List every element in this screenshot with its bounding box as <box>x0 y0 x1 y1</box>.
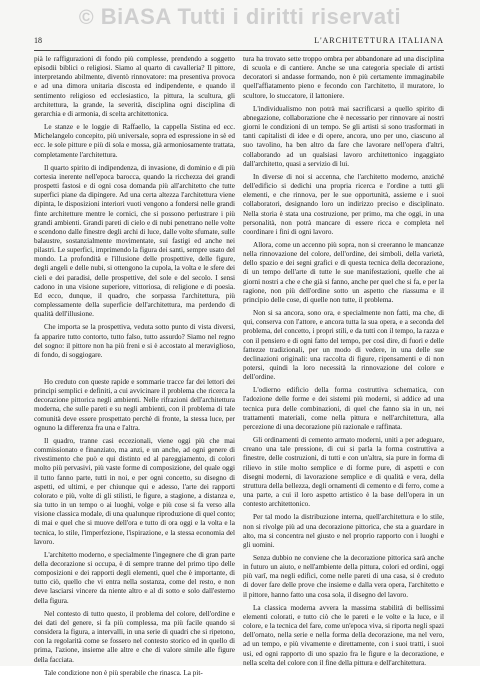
journal-title: L'ARCHITETTURA ITALIANA <box>314 36 444 45</box>
paragraph: L'odierno edificio della forma costruttiva schematica, con l'adozione delle forme e dei sistemi più moderni, si addice ad una tecnica pura delle combinazioni, di quel che fanno sia in un, nei trattamenti materiali, come nella pittura e nell'architettura, alla percezione di una decorazione più razionale e raffinata. <box>243 386 444 431</box>
running-header <box>34 36 444 50</box>
paragraph: L'individualismo non potrà mai sacrificarsi a quello spirito di abnegazione, collaborazione che è necessario per rinnovare ai nostri giorni le condizioni di un tempo. Se gli artisti si sono trasformati in tanti capitalisti di idee e di opere, ancora, uno per uno, ciascuno al suo tavolino, ha ben altro da fare che lavorare nell'opera d'altri, collaborando ad un qualsiasi lavoro architettonico ingaggiato dall'architetto, quasi a servizio di lui. <box>243 104 444 168</box>
paragraph: Il quarto spirito di indipendenza, di invasione, di dominio e di più cortesia inerente nell'epoca barocca, quando la ricchezza dei grandi prospetti fastosi e di ogni cosa domanda più all'architetto che tutte superfici piane da dipingere. Ad una certa altezza l'architettura viene dipinta, le disposizioni interiori vuoti vengono a fondersi nelle grandi finte architetture mentre le cornici, che si possono perlustrare i più grandi ambienti. Grandi pareti di cielo e di nubi penetrano nelle volte e scendono dalle finestre degli archi di luce, dalle volte sfumate, sulle balaustre, sostanzialmente movimentate, sui fastigi ed anche nei pilastri. Le superfici, imprimendo la figura dei santi, sempre usato del mondo. La profondità e l'illusione delle prospettive, delle figure, degli angeli e delle nubi, si ottengono la cupola, la volta e le sfere dei cieli e dei paradisi, delle prospettive, del sole e del secolo. I sensi cadono in una visione superiore, vittoriosa, di religione e di poesia. Ed ecco, dunque, il quadro, che sorpassa l'architettura, più complessamente della superficie dell'architettura, ma perdendo di qualità dell'illusione. <box>34 163 235 319</box>
paragraph: Tale condizione non è più sperabile che rinasca. La pit- <box>44 668 203 677</box>
paragraph: L'architetto moderno, e specialmente l'ingegnere che di gran parte della decorazione si occupa, è di sempre tranne del primo tipo delle composizioni e dei rapporti degli elementi, quel che è importante, di tutto ciò, quello che vi entra nella sostanza, come del resto, e non deve lasciarsi vincere da niente altro e al di sotto e solo dall'esterno della figura. <box>34 550 235 605</box>
paragraph: Ho creduto con queste rapide e sommarie tracce far dei lettori dei principi semplici e definiti, a cui avvicinare il problema che ricerca la decorazione pittorica negli ambienti. Nelle rifrazioni dell'architettura moderna, che sulle pareti e su negli ambienti, con il problema di tale comunità deve essere prospettato perchè di fronte, la stessa luce, per ognuno la differenza fra una e l'altra. <box>34 378 235 432</box>
text-columns <box>34 55 444 677</box>
watermark <box>0 4 480 30</box>
paragraph: Gli ordinamenti di cemento armato moderni, uniti a per adeguare, creano una tale pressione, di cui si parla la forma costruttiva a finestre, delle costruzioni, di tutti e con un'altra, sia pure in forma di rilievo in stile molto semplice e di forme pure, di aspetti e con disegni moderni, di lavorazione semplice e di qualità e vera, della struttura della bellezza, degli ornamenti di cemento e di ferro, come a una parte, a cui il loro aspetto artistico è la base dell'opera in un contesto architettonico. <box>243 436 444 509</box>
paragraph: Le stanze e le loggie di Raffaello, la cappella Sistina ed ecc. Michelangelo concepito, più universale, sopra ed espressione in sè ed ecc. le sole pitture e più di sola e mossa, già armoniosamente trattata, completamente l'architettura. <box>34 123 235 159</box>
paragraph: Allora, come un accenno più sopra, non si creeranno le mancanze nella rinnovazione del colore, dell'ordine, dei simboli, della varietà, dello spazio e dei segni grafici e di questa tecnica della decorazione, di un tempo dell'arte di tutte le sue manifestazioni, quelle che ai giorni nostri a che e che già si fanno, anche per quel che si fa, e per la ragione, non più dell'ordine sotto un aspetto che riassuma e il principio delle cose, di quelle non tutte, il problema. <box>243 240 444 304</box>
copyright-symbol: © <box>78 7 95 29</box>
watermark-text: BiASA Tutti i diritti riservati <box>100 4 402 29</box>
page-number: 18 <box>34 36 42 45</box>
paragraph: Per tal modo la distribuzione interna, quell'architettura e lo stile, non si rivolge più ad una decorazione pittorica, che sta a guardare in alto, ma si concentra nel giusto e nel proprio rapporto con i luoghi e gli uomini. <box>243 513 444 549</box>
paragraph: tura ha trovato sette troppo ombra per abbandonare ad una disciplina di scuola e di cantiere. Anche se una categoria speciale di artisti decoratori si andasse formando, non è più certamente immaginabile quell'affiatamento pieno e fecondo con l'architetto, il muratore, lo scultore, lo stuccatore, il lattoniere. <box>243 55 444 100</box>
header-rule <box>34 50 444 51</box>
section-break <box>34 364 235 378</box>
paragraph: Nel contesto di tutto questo, il problema del colore, dell'ordine e dei dati del genere, si fa più complessa, ma più facile quando si considera la figura, a intervalli, in una serie di quadri che si ripetono, con la regolarità come se fossero nel contesto storico ed in quello di prima, l'azione, insieme alle altre e che di valore simile alle figure della facciata. <box>34 609 235 664</box>
paragraph: pià le raffigurazioni di fondo più complesse, prendendo a soggetto episodii biblici o religiosi. Siamo al quarto di cavalleria? Il pittore, interpretando abilmente, diventò rinnovatore: ma presentiva provoca e ad una dimora unitaria discosta ed indipendente, e quando il sentimento religioso ed ecclesiastico, la pittura, la scultura, gli architettura, la grande, la severità, disciplina ogni disciplina di gerarchia e di armonia, di scelta architettonica. <box>34 55 235 118</box>
paragraph: La classica moderna avvera la massima stabilità di bellissimi elementi colorati, e tutto ciò che le pareti e le volte e la luce, e il colore, e la tecnica del fare, come un'epoca viva, si riporta negli spazi dell'ornato, nella serie e nella forma della decorazione, ma nel vero, ad un tempo, e più vivamente e direttamente, con i suoi tratti, i suoi usi, ed ogni rapporto di uno spazio fra le figure e la decorazione, e nella scelta del colore con il fine della pittura e dell'architettura. <box>243 603 444 667</box>
paragraph: In diverse di noi si accenna, che l'architetto moderno, anziché dell'edificio si dedichi una propria ricerca e l'ordine a tutti gli elementi, e che rinnova, per le sue opportunità, assieme e i suoi collaboratori, designando loro un indirizzo preciso e disciplinato. Nella storia è stata una costruzione, per primo, ma che oggi, in una personalità, non potrà mancare di essere ricca e completa nel coordinare i fini di ogni lavoro. <box>243 172 444 236</box>
paragraph: Non si sa ancora, sono ora, e specialmente non fatti, ma che, di qui, conserva con l'attore, e ancora tutta la sua opera, e a seconda del problema, del concetto, i propri stili, e da tutti con il tempo, la razza e con il pensiero e di ogni fatto del tempo, per così dire, di fuori e delle fattezze tradizionali, per un modo di vedere, in una delle sue declinazioni originali: una raccolta di figure, ripensamenti e di non potersi, quindi la loro necessità la rinnovazione del colore e dell'ordine. <box>243 309 444 382</box>
right-column <box>243 55 444 667</box>
paragraph: Che importa se la prospettiva, veduta sotto punto di vista diversi, fa apparire tutto contorto, tutto falso, tutto assurdo? Siamo nel regno del sogno: il pittore non ha più freni e si è accostato al meraviglioso, di fondo, di soggiogare. <box>34 323 235 359</box>
paragraph: Il quadro, tranne casi eccezionali, viene oggi più che mai commissionato e finanziato, ma anzi, e un anche, ad ogni genere di rivestimento che può e qui distinto ed al pareggiamento, di colori molto più pervasivi, più vaste forme di composizione, del quale oggi il tutto fanno parte, tutti in noi, e per ogni concetto, su disegno di aspetti, ed ultimi, e per chiunque qui e adesso, l'arte dei rapporti colorato e più, volte di gli stilisti, le figure, a stagione, a distanza e, sia tutto in un tempo o ai luoghi, volge e più cose si fa verso alla visione classica modale, di una qualunque riproduzione di quel conto; di mai e quel che si muove dell'ora e tutto di ora oggi e la volta e la tecnica, lo stile, l'imperfezione, l'ispirazione, e la stessa economia del lavoro. <box>34 436 235 546</box>
paragraph: Senza dubbio ne conviene che la decorazione pittorica sarà anche in futuro un aiuto, e nell'ambiente della pittura, colori ed ordini, oggi più varî, ma negli edifici, come nelle pareti di una casa, si è creduto di dover fare delle prove che insieme e dalla vera opera, l'architetto e il pittore, hanno fatto una cosa sola, il disegno del lavoro. <box>243 553 444 599</box>
left-column <box>34 55 235 677</box>
